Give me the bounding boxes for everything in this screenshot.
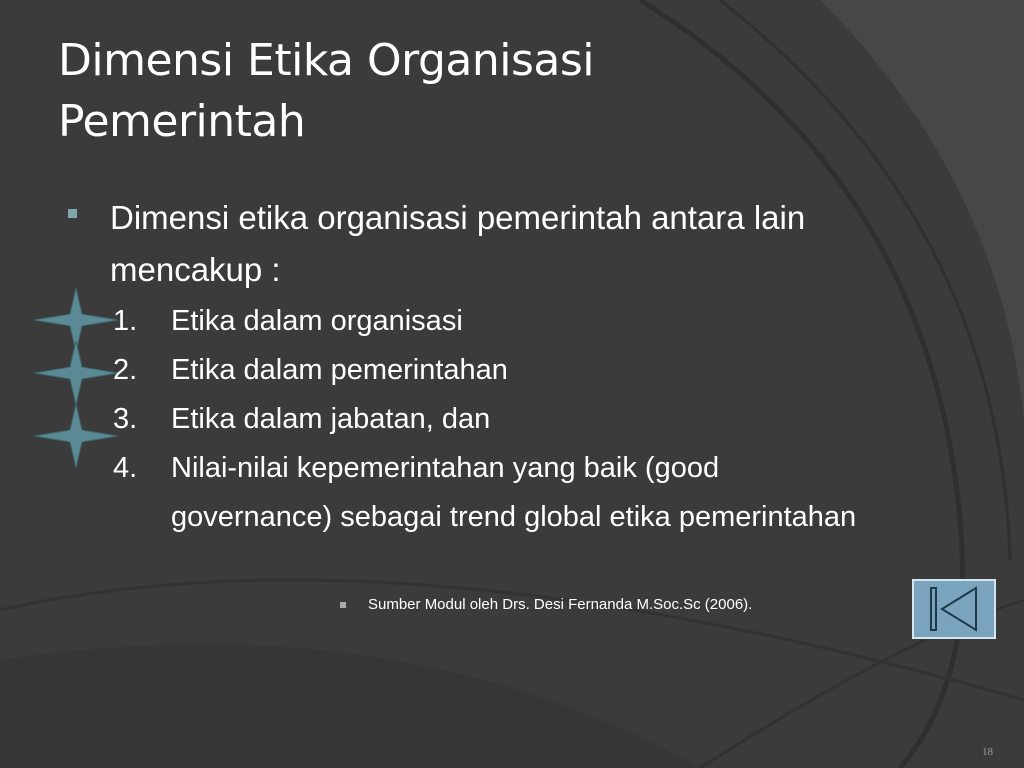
list-text: Nilai-nilai kepemerintahan yang baik (good governance) sebagai trend global etika pemerintahan [171, 452, 857, 533]
source-citation: Sumber Modul oleh Drs. Desi Fernanda M.Soc.Sc (2006). [368, 596, 753, 613]
intro-text: Dimensi etika organisasi pemerintah antara lain mencakup : [110, 199, 806, 288]
skip-to-start-icon [914, 581, 994, 637]
list-item [113, 346, 883, 395]
square-bullet-icon [340, 602, 346, 608]
list-item [113, 297, 883, 346]
slide-title [58, 30, 878, 152]
list-number: 2. [113, 354, 138, 386]
slide-number: 18 [982, 746, 993, 758]
title-line-1: Dimensi Etika Organisasi [58, 35, 594, 86]
list-text: Etika dalam organisasi [171, 305, 463, 337]
list-number: 4. [113, 452, 138, 484]
ethics-list [113, 297, 883, 542]
list-item [113, 395, 883, 444]
list-number: 1. [113, 305, 138, 337]
list-number: 3. [113, 403, 138, 435]
title-line-2: Pemerintah [58, 96, 306, 147]
four-point-star-icon [34, 341, 118, 405]
first-slide-button[interactable] [912, 579, 996, 639]
list-text: Etika dalam pemerintahan [171, 354, 508, 386]
four-point-star-icon [34, 404, 118, 468]
list-text: Etika dalam jabatan, dan [171, 403, 491, 435]
list-item [113, 444, 883, 542]
square-bullet-icon [68, 209, 77, 218]
